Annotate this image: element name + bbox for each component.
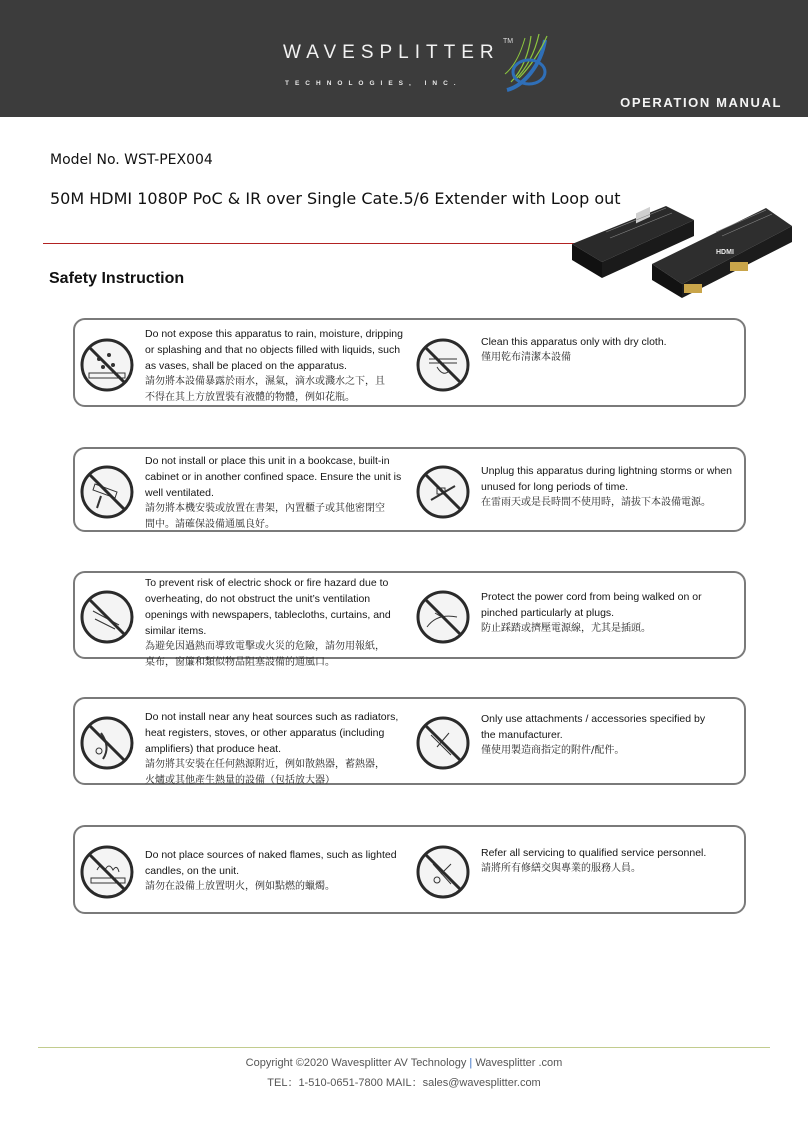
title-divider xyxy=(43,243,613,244)
instruction-en-line: Unplug this apparatus during lightning storms or when xyxy=(481,465,732,477)
instruction-zh-line: 防止踩踏或擠壓電源線，尤其是插頭。 xyxy=(481,623,651,634)
instruction-en-line: Do not install or place this unit in a bookcase, built-in xyxy=(145,455,390,467)
no-open-flame-icon xyxy=(79,844,135,900)
product-title: 50M HDMI 1080P PoC & IR over Single Cate.5/6 Extender with Loop out xyxy=(50,189,621,208)
no-water-icon xyxy=(79,337,135,393)
instruction-en-line: well ventilated. xyxy=(145,487,214,499)
extender-device-image xyxy=(566,192,796,304)
instruction-zh-line: 僅使用製造商指定的附件/配件。 xyxy=(481,745,625,756)
instruction-zh-line: 火爐或其他產生熱量的設備（包括放大器） xyxy=(145,775,335,786)
instruction-en-line: cabinet or in another confined space. Ensure the unit is xyxy=(145,471,402,483)
website-link[interactable]: Wavesplitter .com xyxy=(475,1057,563,1069)
no-obstruction-icon xyxy=(79,589,135,645)
logo-swoosh-icon xyxy=(501,30,551,96)
instruction-en-line: Do not install near any heat sources such as radiators, xyxy=(145,711,399,723)
footer-separator: | xyxy=(469,1057,473,1069)
safety-panel xyxy=(73,571,746,668)
unplug-icon xyxy=(415,464,471,520)
instruction-en-line: Only use attachments / accessories specified by xyxy=(481,713,706,725)
instruction-en-line: Clean this apparatus only with dry cloth. xyxy=(481,336,667,348)
instruction-en-line: the manufacturer. xyxy=(481,729,563,741)
instruction-en-line: similar items. xyxy=(145,625,207,637)
copyright-line xyxy=(0,1057,808,1069)
no-confined-space-icon xyxy=(79,464,135,520)
device-hdmi-label: HDMI xyxy=(716,249,734,256)
instruction-en-line: To prevent risk of electric shock or fire hazard due to xyxy=(145,577,389,589)
instruction-text xyxy=(145,453,407,533)
instruction-text xyxy=(481,845,741,877)
logo-subtitle: TECHNOLOGIES, INC. xyxy=(285,80,462,87)
instruction-en-line: overheating, do not obstruct the unit’s ventilation xyxy=(145,593,371,605)
instruction-text xyxy=(481,589,741,637)
contact-line: TEL：1-510-0651-7800 MAIL：sales@wavesplitter.com xyxy=(267,1077,541,1089)
power-cord-icon xyxy=(415,589,471,645)
instruction-text xyxy=(481,711,741,759)
safety-panel xyxy=(73,825,746,914)
instruction-en-line: Protect the power cord from being walked on or xyxy=(481,591,702,603)
instruction-en-line: as vases, shall be placed on the apparatus. xyxy=(145,360,347,372)
instruction-text xyxy=(481,463,741,511)
section-heading: Safety Instruction xyxy=(49,270,185,287)
instruction-en-line: heat registers, stoves, or other apparatus (including xyxy=(145,727,385,739)
instruction-en-line: openings with newspapers, tablecloths, curtains, and xyxy=(145,609,391,621)
operation-manual-label: OPERATION MANUAL xyxy=(620,95,782,110)
instruction-text xyxy=(145,847,407,895)
instruction-en-line: pinched particularly at plugs. xyxy=(481,607,615,619)
instruction-zh-line: 僅用乾布清潔本設備 xyxy=(481,352,571,363)
instruction-text xyxy=(145,326,407,406)
instruction-zh-line: 請勿將其安裝在任何熱源附近，例如散熱器，蓄熱器， xyxy=(145,759,385,770)
logo-wordmark: WAVESPLITTER xyxy=(283,42,500,63)
instruction-en-line: Do not place sources of naked flames, such as lighted xyxy=(145,849,397,861)
instruction-text xyxy=(145,575,407,671)
instruction-zh-line: 請將所有修繕交與專業的服務人員。 xyxy=(481,863,641,874)
instruction-zh-line: 間中。請確保設備通風良好。 xyxy=(145,519,275,530)
instruction-en-line: Refer all servicing to qualified service personnel. xyxy=(481,847,707,859)
instruction-en-line: amplifiers) that produce heat. xyxy=(145,743,281,755)
safety-panel xyxy=(73,447,746,532)
accessories-icon xyxy=(415,715,471,771)
instruction-en-line: candles, on the unit. xyxy=(145,865,239,877)
instruction-zh-line: 為避免因過熱而導致電擊或火災的危險，請勿用報紙， xyxy=(145,641,385,652)
instruction-zh-line: 桌布，窗簾和類似物品阻塞設備的通風口。 xyxy=(145,657,335,668)
instruction-zh-line: 請勿將本設備暴露於雨水，濕氣，滴水或濺水之下，且 xyxy=(145,376,385,387)
instruction-en-line: Do not expose this apparatus to rain, moisture, dripping xyxy=(145,328,403,340)
no-self-service-icon xyxy=(415,844,471,900)
instruction-en-line: unused for long periods of time. xyxy=(481,481,629,493)
company-logo xyxy=(283,38,543,102)
copyright-text: Copyright ©2020 Wavesplitter AV Technology xyxy=(245,1057,467,1069)
model-number: Model No. WST-PEX004 xyxy=(50,152,213,168)
footer-divider xyxy=(38,1047,770,1048)
safety-panel xyxy=(73,697,746,785)
safety-panel xyxy=(73,318,746,407)
no-heat-source-icon xyxy=(79,715,135,771)
logo-trademark: TM xyxy=(503,38,514,45)
instruction-zh-line: 在雷雨天或是長時間不使用時，請拔下本設備電源。 xyxy=(481,497,711,508)
instruction-en-line: or splashing and that no objects filled with liquids, such xyxy=(145,344,401,356)
header-bar xyxy=(0,0,808,117)
instruction-zh-line: 請勿將本機安裝或放置在書架，內置櫃子或其他密閉空 xyxy=(145,503,385,514)
dry-cloth-icon xyxy=(415,337,471,393)
instruction-zh-line: 不得在其上方放置裝有液體的物體，例如花瓶。 xyxy=(145,392,355,403)
instruction-text xyxy=(481,334,741,366)
instruction-text xyxy=(145,709,407,789)
instruction-zh-line: 請勿在設備上放置明火，例如點燃的蠟燭。 xyxy=(145,881,335,892)
